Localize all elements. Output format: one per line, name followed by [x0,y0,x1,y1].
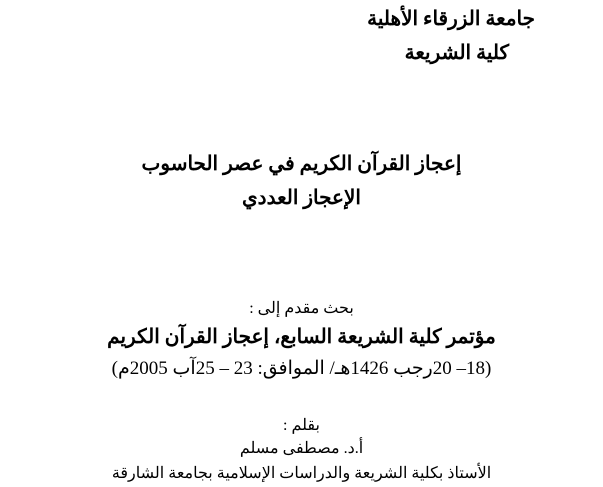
faculty-name: كلية الشريعة [404,42,509,64]
conference-name: مؤتمر كلية الشريعة السابع، إعجاز القرآن الكريم [107,326,496,348]
author-name: أ.د. مصطفى مسلم [239,440,364,457]
presented-to-label: بحث مقدم إلى : [249,300,354,317]
document-subtitle: الإعجاز العددي [242,187,361,209]
author-by-label: بقلم : [283,417,320,434]
university-name: جامعة الزرقاء الأهلية [367,8,535,30]
document-title: إعجاز القرآن الكريم في عصر الحاسوب [141,153,462,175]
conference-dates: (18– 20رجب 1426هـ/ الموافق: 23 – 25آب 2005م) [111,358,492,379]
author-affiliation: الأستاذ بكلية الشريعة والدراسات الإسلامية بجامعة الشارقة [111,465,492,482]
